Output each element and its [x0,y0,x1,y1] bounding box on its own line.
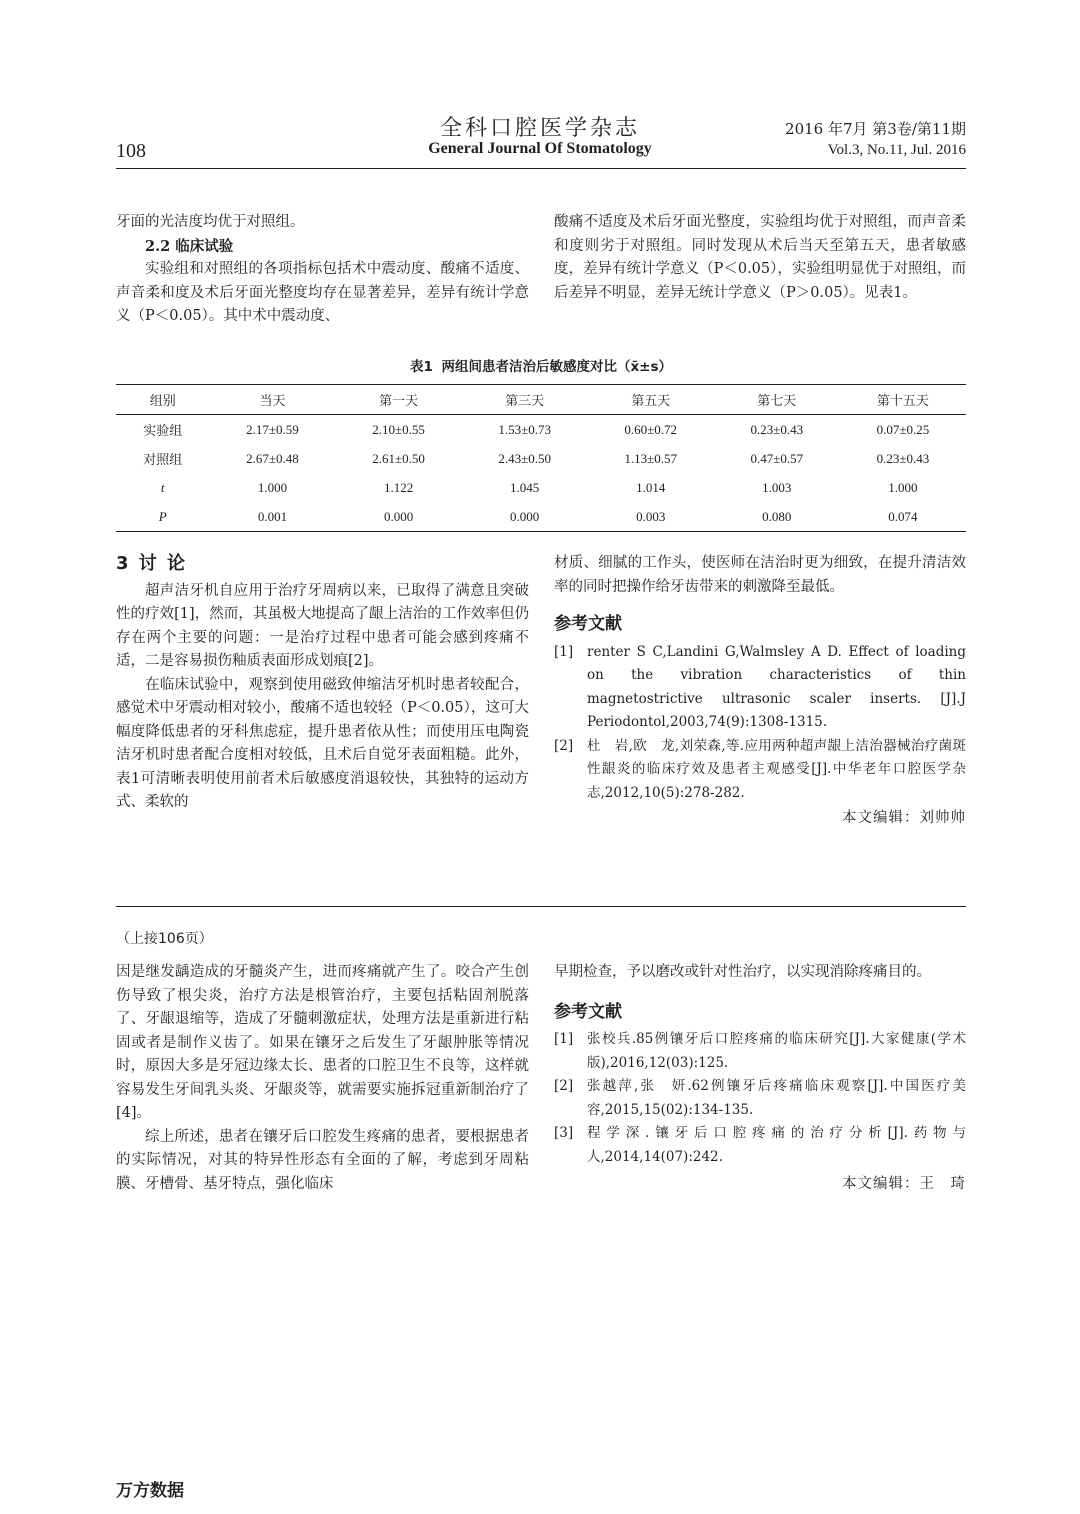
table-cell: 1.122 [383,479,414,495]
sensitivity-table [116,384,966,532]
table-cell: 对照组 [143,452,183,467]
table-cell: 0.23±0.43 [750,421,804,437]
article1-left-column [116,211,529,329]
issue-date: 2016 年7月 第3卷/第11期 [785,120,966,138]
table-cell: 2.67±0.48 [246,450,299,466]
page-number: 108 [116,140,146,162]
section-heading: 3 讨 论 [116,553,188,574]
editor-credit: 本文编辑：王 琦 [842,1176,966,1192]
references-heading: 参考文献 [554,614,622,634]
table-cell: 2.17±0.59 [246,421,299,437]
table-cell: 1.000 [888,479,918,495]
table-cell: 2.61±0.50 [372,450,425,466]
article-divider [116,906,966,907]
volume-info: Vol.3, No.11, Jul. 2016 [827,142,966,158]
table-row [116,502,966,532]
reference-text: 张校兵.85例镶牙后口腔疼痛的临床研究[J].大家健康(学术版),2016,12(03):125. [587,1031,966,1071]
paragraph: 酸痛不适度及术后牙面光整度，实验组均优于对照组，而声音柔和度则劣于对照组。同时发现从术后当天至第五天，患者敏感度，差异有统计学意义（P＜0.05），实验组明显优于对照组，而后差异不明显，差异无统计学意义（P＞0.05）。见表1。 [554,214,966,301]
table-row [116,415,966,445]
reference-number: [2] [554,1078,574,1094]
reference-number: [1] [554,643,574,660]
references-heading: 参考文献 [554,1001,622,1022]
table-label: 表1 [409,359,433,375]
table-cell: 1.014 [636,479,666,495]
discussion-right-column [554,552,966,831]
paragraph: 因是继发龋造成的牙髓炎产生，进而疼痛就产生了。咬合产生创伤导致了根尖炎，治疗方法是根管治疗，主要包括粘固剂脱落了、牙龈退缩等，造成了牙髓刺激症状，处理方法是重新进行粘固或者是制作义齿了。如果在镶牙之后发生了牙龈肿胀等情况时，原因大多是牙冠边缘太长、患者的口腔卫生不良等，这样就容易发生牙间乳头炎、牙龈炎等，就需要实施拆冠重新制治疗了[4]。 [116,964,529,1121]
reference-item [554,1122,966,1169]
reference-item [554,1075,966,1122]
column-header: 组别 [149,393,176,408]
journal-title-en: General Journal Of Stomatology [428,140,652,157]
column-header: 当天 [259,393,286,408]
table-cell: t [160,479,165,495]
table-caption [116,355,966,375]
source-watermark: 万方数据 [116,1481,184,1501]
table-cell: 0.000 [383,508,414,524]
table-cell: 0.001 [257,508,288,524]
table-cell: 0.60±0.72 [624,421,678,437]
reference-text: 程学深.镶牙后口腔疼痛的治疗分析[J].药物与人,2014,14(07):242. [587,1125,966,1165]
table-cell: 0.003 [636,508,666,524]
table-row [116,473,966,502]
article2-left-column [116,961,529,1196]
table-cell: 1.003 [762,479,792,495]
subsection-heading: 2.2 临床试验 [145,237,234,255]
table-cell: P [158,508,167,524]
paragraph: 早期检查，予以磨改或针对性治疗，以实现消除疼痛目的。 [554,964,931,980]
continued-from-note: （上接106页） [116,931,213,947]
table-cell: 0.074 [888,508,918,524]
paragraph: 实验组和对照组的各项指标包括术中震动度、酸痛不适度、声音柔和度及术后牙面光整度均存在显著差异，差异有统计学意义（P＜0.05）。其中术中震动度、 [116,261,529,324]
table-cell: 0.23±0.43 [876,450,930,466]
column-header: 第一天 [379,393,419,408]
paragraph: 材质、细腻的工作头，使医师在洁治时更为细致，在提升清洁效率的同时把操作给牙齿带来的刺激降至最低。 [554,555,966,595]
column-header: 第十五天 [876,393,929,408]
paragraph: 在临床试验中，观察到使用磁致伸缩洁牙机时患者较配合，感觉术中牙震动相对较小，酸痛不适也较轻（P＜0.05），这可大幅度降低患者的牙科焦虑症，提升患者依从性；而使用压电陶瓷洁牙机时患者配合度相对较低，且术后自觉牙表面粗糙。此外，表1可清晰表明使用前者术后敏感度消退较快，其独特的运动方式、柔软的 [116,676,529,810]
paragraph: 超声洁牙机自应用于治疗牙周病以来，已取得了满意且突破性的疗效[1]，然而，其虽极大地提高了龈上洁治的工作效率但仍存在两个主要的问题：一是治疗过程中患者可能会感到疼痛不适，二是容易损伤釉质表面形成划痕[2]。 [116,582,529,669]
table-cell: 0.47±0.57 [750,450,804,466]
column-header: 第五天 [631,393,671,408]
header-rule [116,168,966,169]
article1-right-column [554,211,966,305]
discussion-left-column [116,552,529,815]
reference-item [554,1028,966,1075]
table-cell: 0.000 [510,508,540,524]
reference-item [554,641,966,735]
reference-text: 杜 岩,欧 龙,刘荣森,等.应用两种超声龈上洁治器械治疗菌斑性龈炎的临床疗效及患者主观感受[J].中华老年口腔医学杂志,2012,10(5):278-282. [587,737,966,801]
column-header: 第三天 [505,393,545,408]
table-cell: 1.000 [257,479,288,495]
reference-number: [1] [554,1031,574,1047]
reference-text: 张越萍,张 妍.62例镶牙后疼痛临床观察[J].中国医疗美容,2015,15(02):134-135. [587,1078,966,1118]
column-header: 第七天 [757,393,797,408]
paragraph: 牙面的光洁度均优于对照组。 [116,214,305,230]
table-cell: 0.07±0.25 [876,421,930,437]
table-cell: 1.13±0.57 [624,450,678,466]
table-cell: 0.080 [762,508,792,524]
reference-item [554,735,966,806]
editor-credit: 本文编辑：刘帅帅 [842,810,966,826]
table-row [116,444,966,473]
table-cell: 2.10±0.55 [372,421,425,437]
table-cell: 1.045 [510,479,540,495]
paragraph: 综上所述，患者在镶牙后口腔发生疼痛的患者，要根据患者的实际情况，对其的特异性形态有全面的了解，考虑到牙周粘膜、牙槽骨、基牙特点，强化临床 [116,1128,529,1192]
table-cell: 2.43±0.50 [498,450,551,466]
journal-title-cn: 全科口腔医学杂志 [439,116,640,141]
article2-right-column [554,961,966,1197]
table-cell: 1.53±0.73 [498,421,551,437]
table-header-row [116,385,966,415]
reference-number: [3] [554,1125,574,1141]
table-cell: 实验组 [143,423,183,438]
reference-number: [2] [554,737,574,754]
reference-text: renter S C,Landini G,Walmsley A D. Effect of loading on the vibration characteristics of thin magnetostrictive ultrasonic scaler inserts. [J].J Periodontol,2003,74(9):1308-1315. [587,643,966,730]
table-title: 两组间患者洁治后敏感度对比（x̄±s） [441,359,673,375]
